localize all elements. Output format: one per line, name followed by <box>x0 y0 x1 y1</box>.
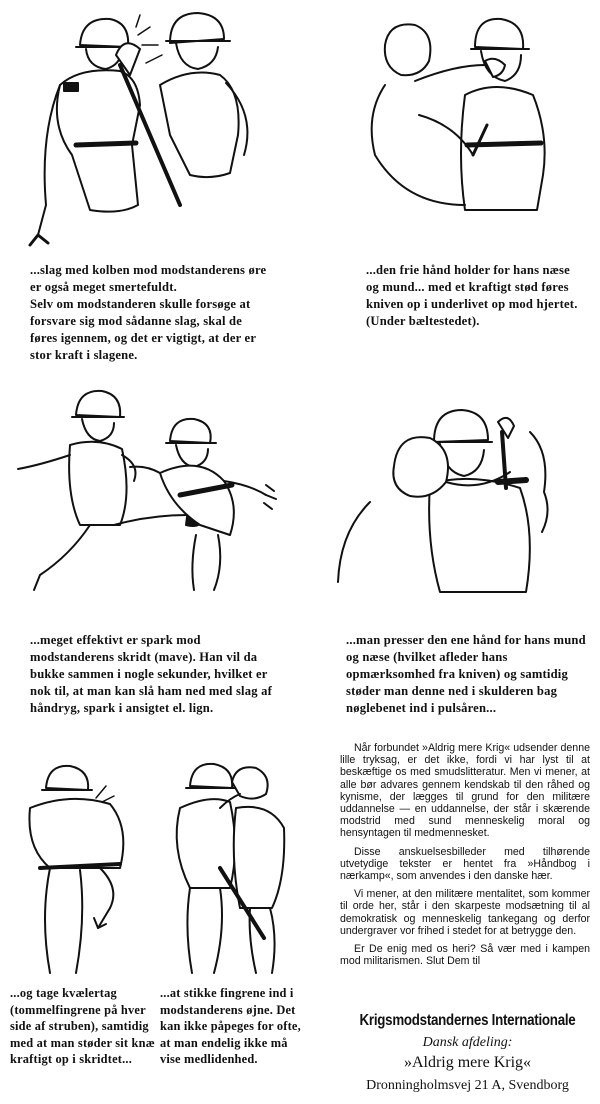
leaflet-text <box>340 742 590 973</box>
soldiers-kick-illustration <box>10 385 280 600</box>
caption-chokehold: ...og tage kvælertag (tommelfingrene på hver side af struben), samtidig med at man støder sit knæ kraftigt op i skridtet... <box>10 986 155 1066</box>
organization-address: Dronningholmsvej 21 A, Svendborg <box>366 1078 569 1093</box>
leaflet-paragraph: Disse anskuelsesbilleder med tilhørende utvetydige tekster er hentet fra »Håndbog i nærkamp«, som anvendes i den danske hær. <box>340 845 590 883</box>
leaflet-paragraph: Når forbundet »Aldrig mere Krig« udsender denne lille tryksag, er det ikke, fordi vi har lyst til at beskæftige os med smudslitteratur. Men vi mener, at alle bør advares gennem kendskab til den råhed og kynisme, der lægges til grund for den militære uddannelse — en uddannelse, der står i skærende modstrid med sund menneskelig moral og hensyntagen til medmennesket. <box>340 742 590 840</box>
organization-name: Krigsmodstandernes Internationale <box>359 1012 576 1029</box>
caption-knife-shoulder: ...man presser den ene hånd for hans mund og næse (hvilket afleder hans opmærksomhed fra kniven) og samtidig støder man denne ned i skulderen bag nøglebenet ind i pulsåren... <box>346 633 586 715</box>
soldiers-chokehold-illustration <box>10 758 150 983</box>
caption-knife-thrust: ...den frie hånd holder for hans næse og mund... med et kraftigt stød føres kniven op i underlivet op mod hjertet. (Under bæltestedet). <box>366 263 578 328</box>
organization-branch: »Aldrig mere Krig« <box>403 1054 532 1071</box>
organization-department: Dansk afdeling: <box>422 1035 513 1050</box>
caption-eye-gouge: ...at stikke fingrene ind i modstanderens øjne. Det kan ikke påpeges for ofte, at man endelig ikke må vise medlidenhed. <box>160 986 301 1066</box>
caption-rifle-strike: ...slag med kolben mod modstanderens øre er også meget smertefuldt. Selv om modstanderen skulle forsøge at forsvare sig mod sådanne slag, skal de føres igennem, og det er vigtigt, at der er stor kraft i slagene. <box>30 263 267 362</box>
caption-kick: ...meget effektivt er spark mod modstanderens skridt (mave). Han vil da bukke sammen i nogle sekunder, hvilket er nok til, at man kan slå ham ned med slag af håndryg, spark i ansigtet el. lign. <box>30 633 272 715</box>
leaflet-paragraph: Vi mener, at den militære mentalitet, som kommer til orde her, står i den skarpeste modsætning til al demokratisk og menneskelig tankegang og derfor undergraver vor frihed i stedet for at betrygge den. <box>340 888 590 937</box>
soldiers-knife-shoulder-illustration <box>330 392 585 602</box>
leaflet-paragraph: Er De enig med os heri? Så vær med i kampen mod militarismen. Slut Dem til <box>340 943 590 968</box>
soldiers-knife-thrust-illustration <box>345 5 585 220</box>
soldiers-rifle-strike-illustration <box>20 5 260 250</box>
soldiers-eye-gouge-illustration <box>160 758 295 983</box>
